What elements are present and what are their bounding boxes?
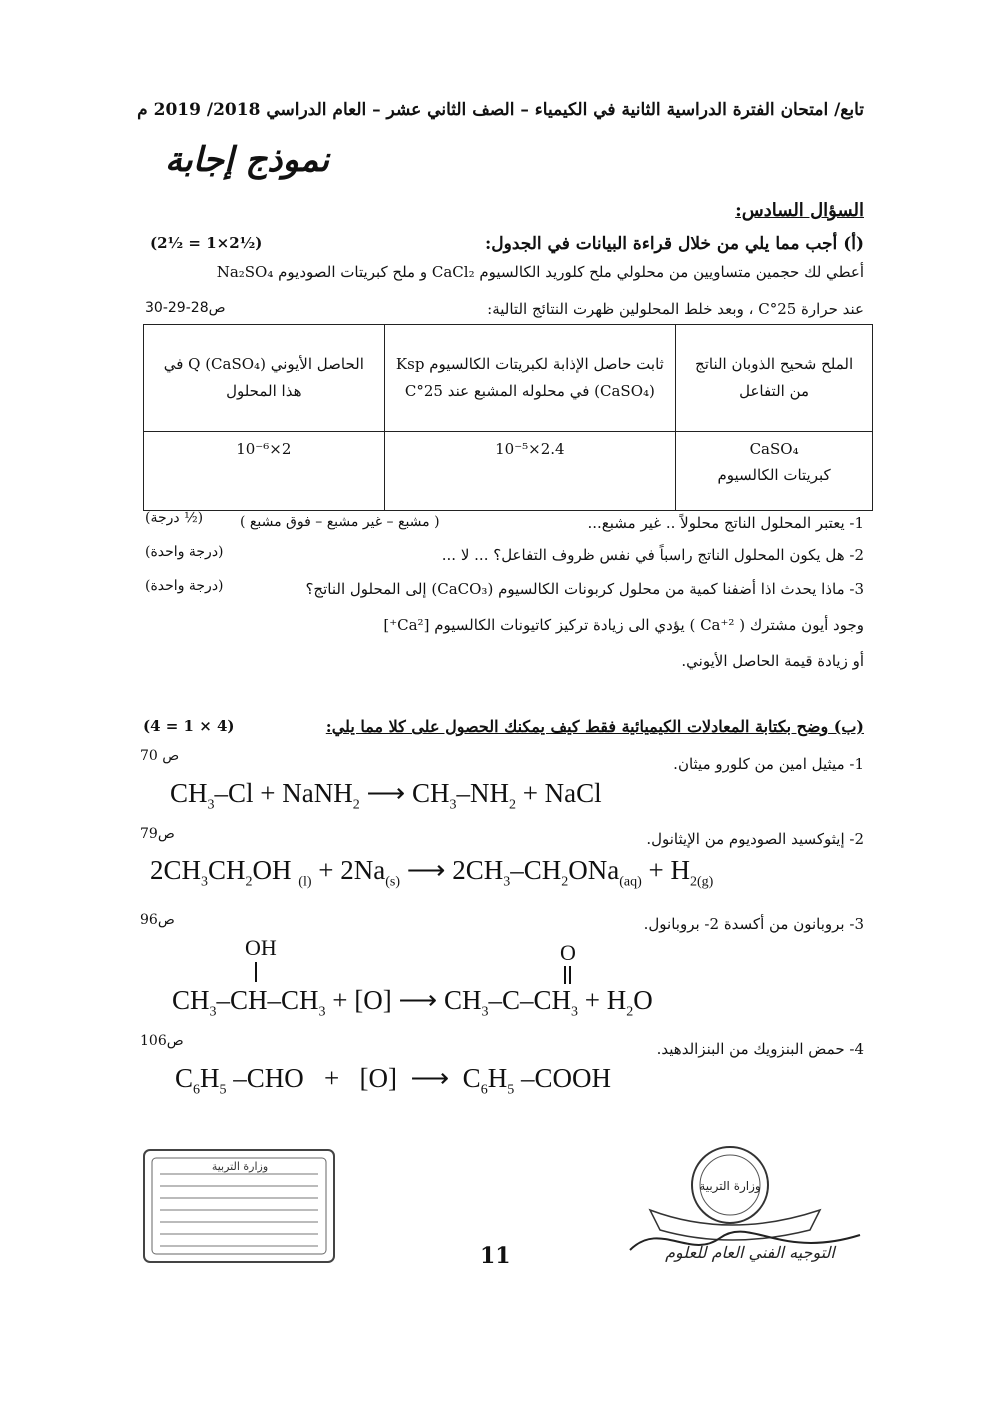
results-table [143, 324, 873, 511]
salt-formula: CaSO₄ [749, 440, 799, 458]
table-cell-ksp: 2.4×10⁻⁵ [384, 432, 676, 511]
equation-1: $CH_3-Cl$ + NaNH$_2$ ⟶ $CH_3-NH_2$ + NaCl [170, 778, 602, 813]
seal-text: وزارة التربية [699, 1179, 761, 1193]
table-header-q: الحاصل الأيوني Q (CaSO₄) في هذا المحلول [144, 325, 385, 432]
item-1-options: ( مشبع – غير مشبع – فوق مشبع ) [240, 514, 440, 530]
official-seal [620, 1140, 870, 1265]
item-1: 1- يعتبر المحلول الناتج محلولاً .. غير مشبع... [587, 514, 864, 532]
answer-3-line-2: أو زيادة قيمة الحاصل الأيوني. [681, 652, 864, 670]
part-b-item-3: 3- بروبانون من أكسدة 2- بروبانول. [643, 915, 864, 933]
page-ref-a: ص28-29-30 [145, 300, 226, 316]
table-cell-salt [676, 432, 873, 511]
equation-3: $CH_3-CH-CH_3 + [O]$ ⟶ $CH_3-C-CH_3 + H_2O$ [172, 985, 653, 1020]
exam-header: تابع/ امتحان الفترة الدراسية الثانية في الكيمياء – الصف الثاني عشر – العام الدراسي 2018/ 2019 م [137, 100, 864, 120]
part-b-ref-4: ص106 [140, 1033, 184, 1049]
item-2: 2- هل يكون المحلول الناتج راسباً في نفس ظروف التفاعل؟ ... لا ... [441, 546, 864, 564]
part-b-heading: (ب) وضح بكتابة المعادلات الكيميائية فقط كيف يمكنك الحصول على كلا مما يلي: [325, 717, 864, 736]
part-b-item-2: 2- إيثوكسيد الصوديوم من الإيثانول. [646, 830, 864, 848]
table-cell-q: 2×10⁻⁶ [144, 432, 385, 511]
part-b-item-1: 1- ميثيل امين من كلورو ميثان. [673, 755, 864, 773]
item-1-mark: (½ درجة) [145, 510, 204, 526]
table-header-ksp: ثابت حاصل الإذابة لكبريتات الكالسيوم Ksp (CaSO₄) في محلوله المشبع عند 25°C [384, 325, 676, 432]
part-b-ref-2: ص79 [140, 826, 175, 842]
item-3: 3- ماذا يحدث اذا أضفنا كمية من محلول كربونات الكالسيوم (CaCO₃) إلى المحلول الناتج؟ [305, 580, 864, 598]
question-title: السؤال السادس: [735, 200, 864, 221]
equation-3-bond-o-1 [564, 966, 566, 984]
part-a-marks: (2½ = 1×2½) [150, 234, 263, 252]
equation-3-bond-oh [255, 962, 257, 982]
stamp-left [140, 1140, 340, 1268]
answer-model-title: نموذج إجابة [165, 140, 330, 180]
intro-line-1: أعطي لك حجمين متساويين من محلولي ملح كلوريد الكالسيوم CaCl₂ و ملح كبريتات الصوديوم Na₂SO₄ [216, 263, 864, 281]
part-b-ref-3: ص96 [140, 912, 175, 928]
equation-3-oh: OH [245, 935, 277, 960]
item-3-mark: (درجة واحدة) [145, 578, 224, 594]
part-b-marks: (4 = 1 × 4) [143, 717, 235, 735]
part-b-item-4: 4- حمض البنزويك من البنزالدهيد. [656, 1040, 864, 1058]
equation-3-bond-o-2 [569, 966, 571, 984]
equation-2: $2CH_3CH_2OH$ $_{(l)} + 2Na_{(s)}$ ⟶ $2CH_3-CH_2ONa_{(aq)} + H_{2(g)}$ [150, 855, 714, 890]
intro-line-2: عند حرارة 25°C ، وبعد خلط المحلولين ظهرت النتائج التالية: [487, 300, 864, 318]
part-a-heading: (أ) أجب مما يلي من خلال قراءة البيانات في الجدول: [484, 234, 864, 254]
equation-4: $C_6H_5$ –CHO + [O] ⟶ $C_6H_5$ –COOH [175, 1063, 611, 1098]
item-2-mark: (درجة واحدة) [145, 544, 224, 560]
answer-3-line-1: وجود أيون مشترك ( Ca⁺² ) يؤدي الى زيادة تركيز كاتيونات الكالسيوم [Ca²⁺] [383, 616, 864, 634]
part-b-ref-1: ص 70 [140, 748, 180, 764]
table-header-salt: الملح شحيح الذوبان الناتج من التفاعل [676, 325, 873, 432]
equation-3-o: O [560, 940, 576, 965]
signature: التوجيه الفني العام للعلوم [665, 1243, 835, 1262]
page-number: 11 [480, 1243, 511, 1269]
salt-name: كبريتات الكالسيوم [717, 466, 831, 484]
stamp-left-title: وزارة التربية [211, 1160, 269, 1173]
